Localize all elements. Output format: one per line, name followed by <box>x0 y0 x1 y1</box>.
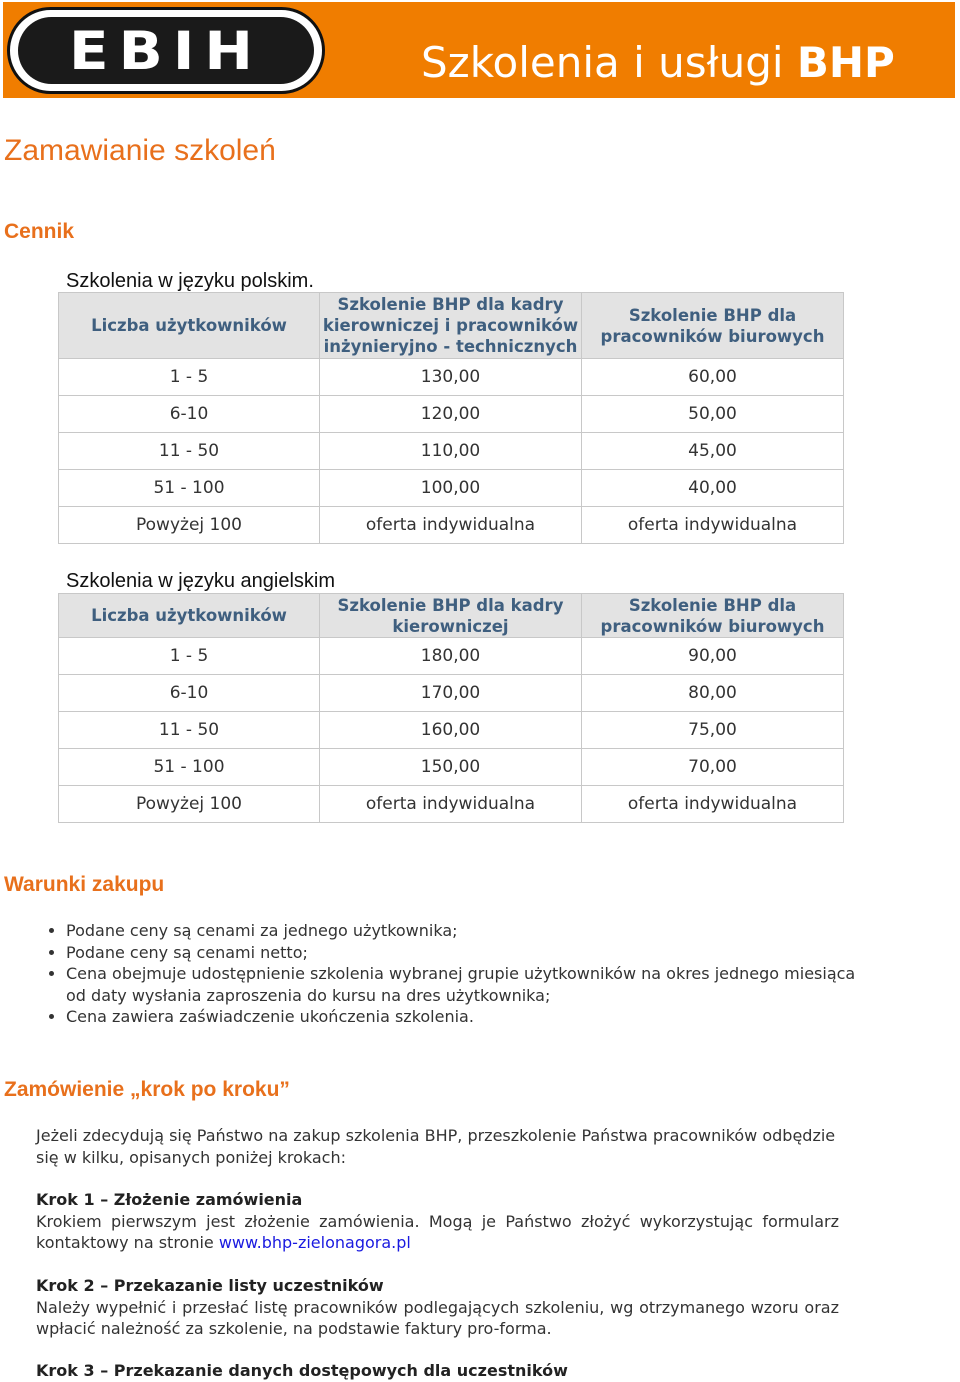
column-header: Szkolenie BHP dla kadry kierowniczej i pracowników inżynieryjno - technicznych <box>320 293 582 359</box>
table-cell: 100,00 <box>320 470 582 507</box>
table-cell: oferta indywidualna <box>582 786 844 823</box>
table-row <box>59 712 844 749</box>
table-cell: 70,00 <box>582 749 844 786</box>
table-cell: 6-10 <box>59 675 320 712</box>
table-cell: 160,00 <box>320 712 582 749</box>
page-title: Zamawianie szkoleń <box>4 134 276 167</box>
table-cell: 11 - 50 <box>59 433 320 470</box>
tagline-bold: BHP <box>796 38 895 87</box>
step-1-title: Krok 1 – Złożenie zamówienia <box>36 1190 303 1209</box>
step-1-body: Krokiem pierwszym jest złożenie zamówienia. Mogą je Państwo złożyć wykorzystując formularz kontaktowy na stronie <box>36 1211 839 1252</box>
step-1 <box>36 1189 839 1254</box>
table-cell: 6-10 <box>59 396 320 433</box>
step-2-title: Krok 2 – Przekazanie listy uczestników <box>36 1276 384 1295</box>
table-cell: 110,00 <box>320 433 582 470</box>
table-cell: 75,00 <box>582 712 844 749</box>
table-cell: 45,00 <box>582 433 844 470</box>
table-row <box>59 470 844 507</box>
terms-list <box>30 920 856 1028</box>
table-row <box>59 675 844 712</box>
table-cell: 80,00 <box>582 675 844 712</box>
table-row <box>59 396 844 433</box>
banner-tagline <box>421 38 895 87</box>
table-cell: 60,00 <box>582 359 844 396</box>
logo-text: EBIH <box>69 19 263 82</box>
order-heading: Zamówienie „krok po kroku” <box>4 1078 290 1101</box>
list-item: • Cena zawiera zaświadczenie ukończenia szkolenia. <box>66 1006 856 1028</box>
step-1-text <box>36 1211 839 1254</box>
header-banner <box>3 2 955 98</box>
step-2-text: Należy wypełnić i przesłać listę pracowników podlegających szkoleniu, wg otrzymanego wzoru oraz wpłacić należność za szkolenie, na podstawie faktury pro-forma. <box>36 1297 839 1338</box>
table-row <box>59 749 844 786</box>
table-row <box>59 359 844 396</box>
table-cell: oferta indywidualna <box>320 507 582 544</box>
table-cell: oferta indywidualna <box>320 786 582 823</box>
table-cell: oferta indywidualna <box>582 507 844 544</box>
table-cell: 51 - 100 <box>59 470 320 507</box>
english-price-table <box>58 593 844 823</box>
table-cell: 170,00 <box>320 675 582 712</box>
polish-caption: Szkolenia w języku polskim. <box>66 270 314 292</box>
table-cell: Powyżej 100 <box>59 786 320 823</box>
pricing-heading: Cennik <box>4 220 75 243</box>
terms-heading: Warunki zakupu <box>4 873 165 896</box>
table-header-row <box>59 293 844 359</box>
column-header: Szkolenie BHP dla pracowników biurowych <box>582 594 844 638</box>
order-intro: Jeżeli zdecydują się Państwo na zakup szkolenia BHP, przeszkolenie Państwa pracowników odbędzie się w kilku, opisanych poniżej krokach: <box>36 1126 836 1167</box>
list-item: • Podane ceny są cenami za jednego użytkownika; <box>66 920 856 942</box>
table-cell: Powyżej 100 <box>59 507 320 544</box>
column-header: Szkolenie BHP dla kadry kierowniczej <box>320 594 582 638</box>
english-caption: Szkolenia w języku angielskim <box>66 570 336 592</box>
column-header: Liczba użytkowników <box>59 293 320 359</box>
table-cell: 51 - 100 <box>59 749 320 786</box>
table-cell: 90,00 <box>582 638 844 675</box>
table-cell: 150,00 <box>320 749 582 786</box>
table-row <box>59 786 844 823</box>
table-cell: 1 - 5 <box>59 359 320 396</box>
list-item: • Podane ceny są cenami netto; <box>66 942 856 964</box>
tagline-main: Szkolenia i usługi <box>421 38 784 87</box>
column-header: Szkolenie BHP dla pracowników biurowych <box>582 293 844 359</box>
table-cell: 120,00 <box>320 396 582 433</box>
column-header: Liczba użytkowników <box>59 594 320 638</box>
step-2 <box>36 1275 839 1340</box>
polish-price-table <box>58 292 844 544</box>
table-cell: 180,00 <box>320 638 582 675</box>
table-cell: 11 - 50 <box>59 712 320 749</box>
table-cell: 40,00 <box>582 470 844 507</box>
table-cell: 50,00 <box>582 396 844 433</box>
table-cell: 1 - 5 <box>59 638 320 675</box>
table-cell: 130,00 <box>320 359 582 396</box>
table-row <box>59 507 844 544</box>
list-item: • Cena obejmuje udostępnienie szkolenia wybranej grupie użytkowników na okres jednego miesiąca od daty wysłania zaproszenia do kursu na dres użytkownika; <box>66 963 856 1006</box>
step-3-title: Krok 3 – Przekazanie danych dostępowych dla uczestników <box>36 1361 568 1380</box>
table-row <box>59 433 844 470</box>
step-3 <box>36 1360 839 1382</box>
table-header-row <box>59 594 844 638</box>
website-link[interactable]: www.bhp-zielonagora.pl <box>218 1233 411 1252</box>
company-logo <box>7 7 325 94</box>
table-row <box>59 638 844 675</box>
